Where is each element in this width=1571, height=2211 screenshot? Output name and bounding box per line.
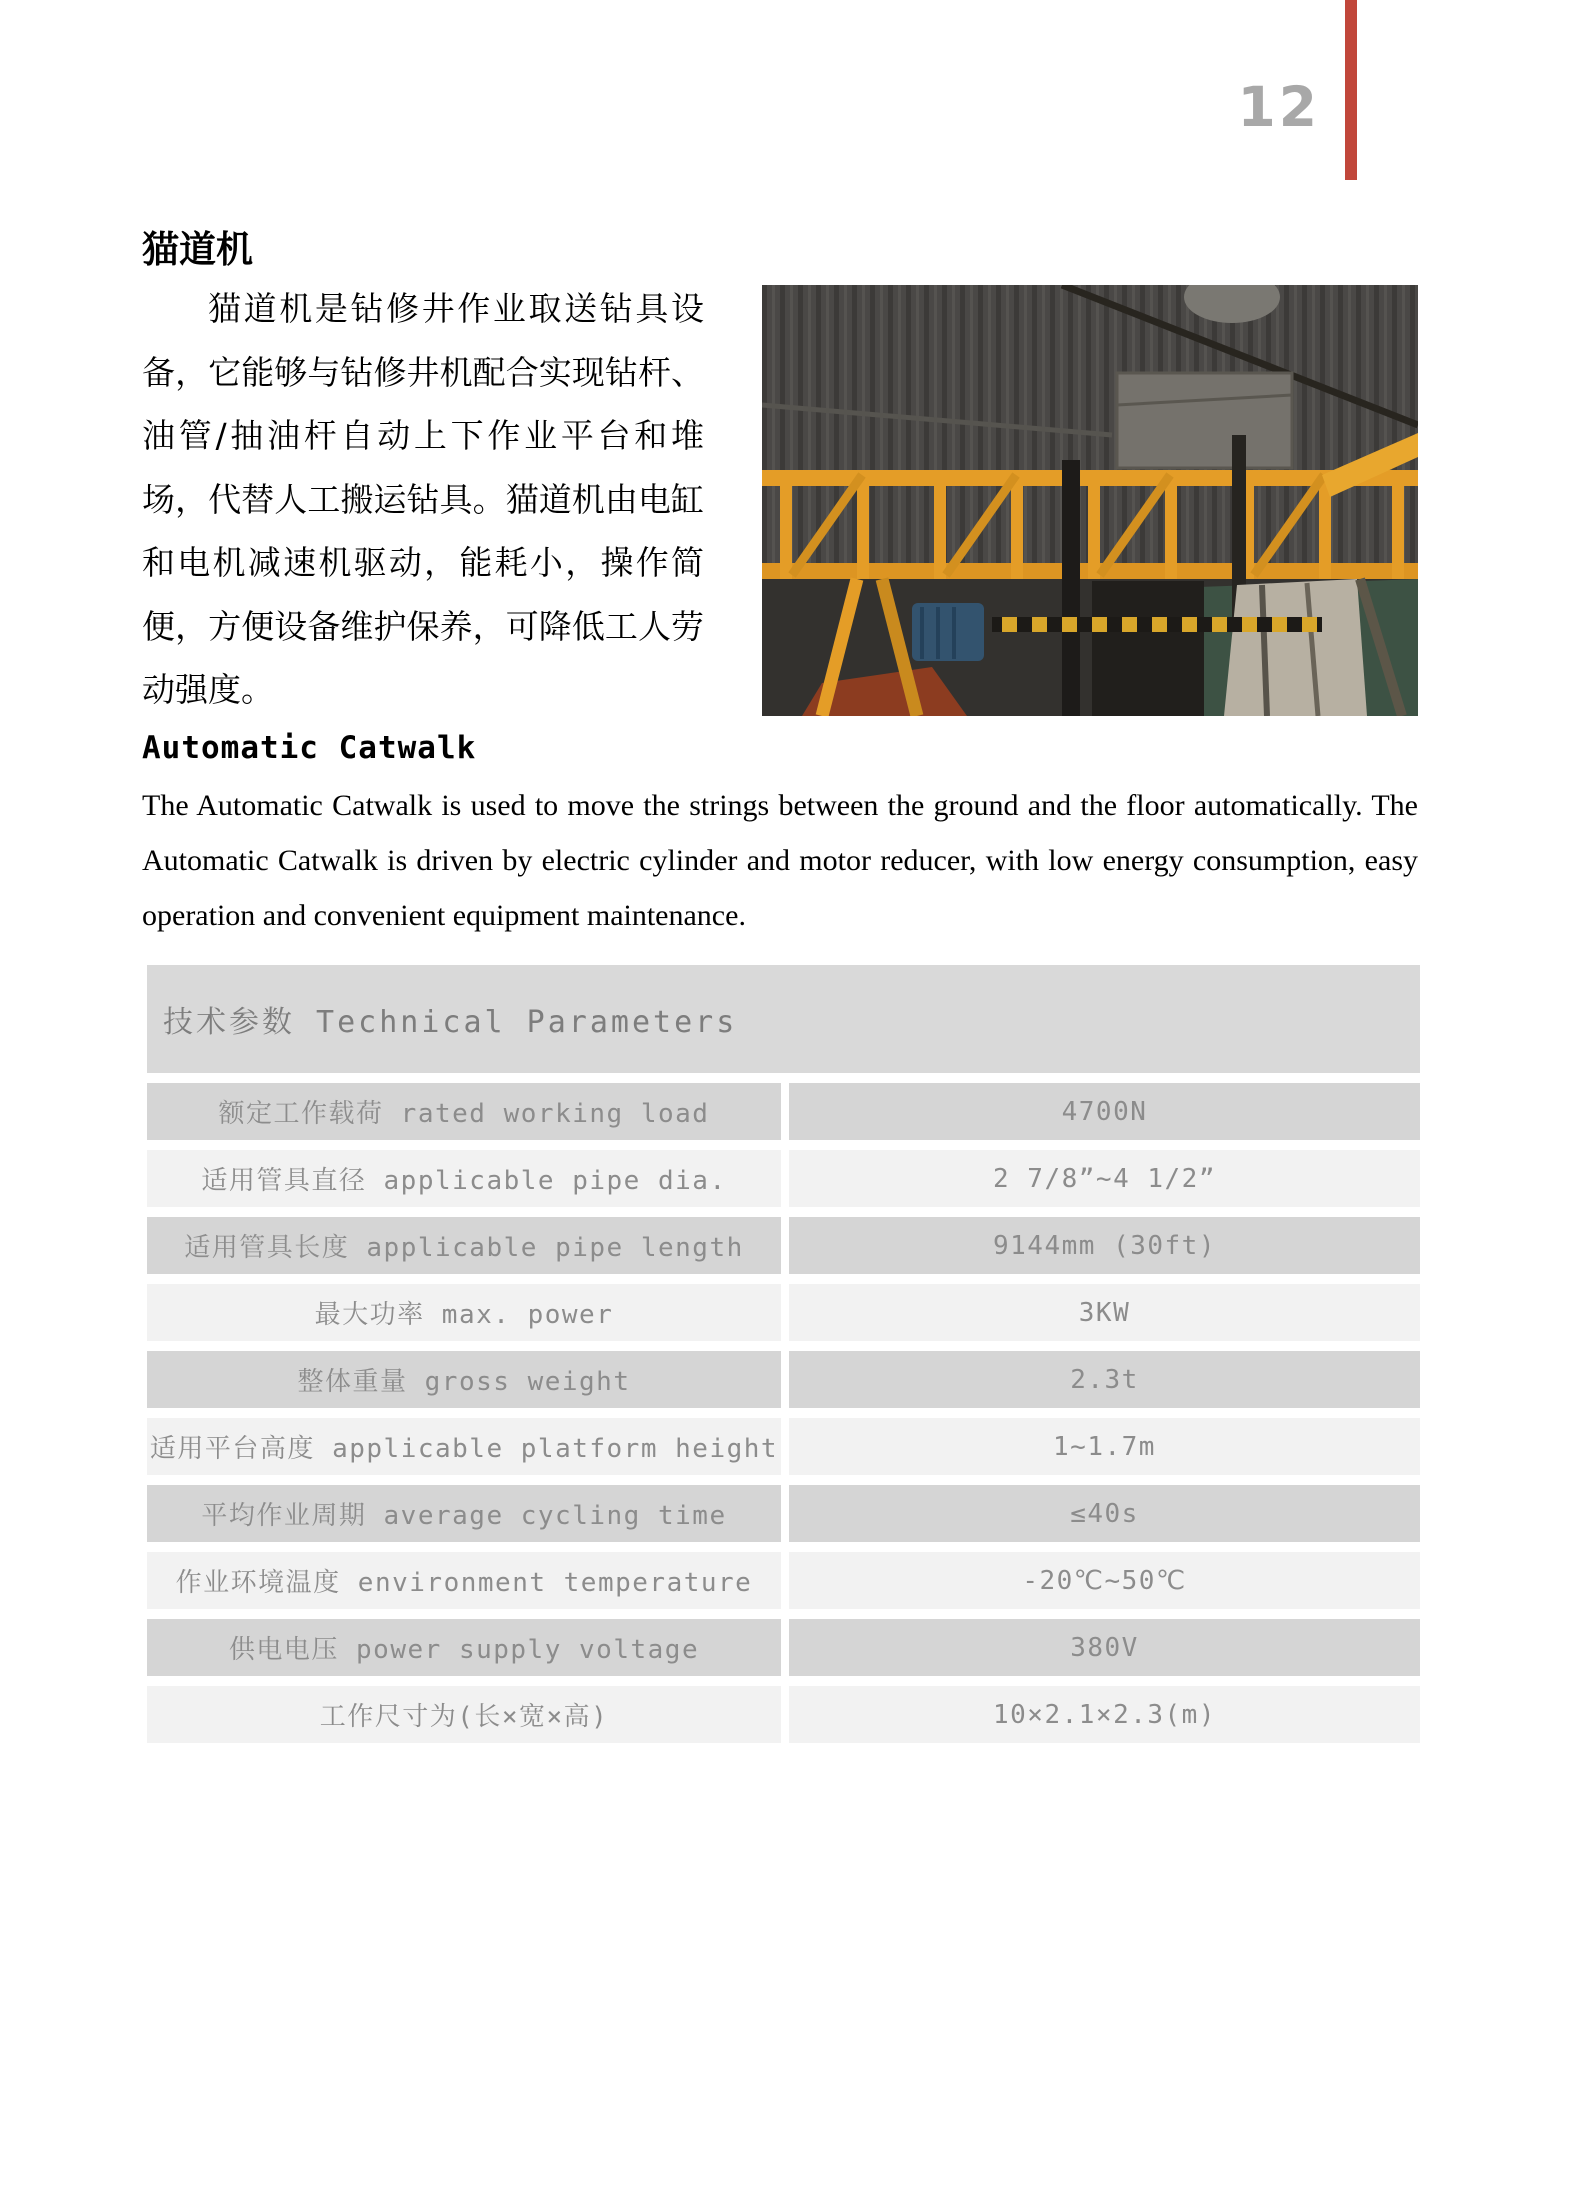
page-number: 12 [1237,75,1320,139]
english-section-heading: Automatic Catwalk [142,729,477,766]
chinese-description-paragraph: 猫道机是钻修井作业取送钻具设备，它能够与钻修井机配合实现钻杆、油管/抽油杆自动上下作业平台和堆场，代替人工搬运钻具。猫道机由电缸和电机减速机驱动，能耗小，操作简便，方便设备维护保养，可降低工人劳动强度。 [142,289,704,709]
table-row [147,1150,1420,1207]
table-row [147,1552,1420,1609]
param-value: 1~1.7m [789,1418,1420,1475]
param-label: 供电电压 power supply voltage [147,1619,781,1676]
intro-text-flow [142,277,1418,943]
param-label: 额定工作载荷 rated working load [147,1083,781,1140]
param-value: ≤40s [789,1485,1420,1542]
param-label: 作业环境温度 environment temperature [147,1552,781,1609]
table-row [147,1619,1420,1676]
param-value: 4700N [789,1083,1420,1140]
table-row [147,1351,1420,1408]
param-value: 2 7/8”~4 1/2” [789,1150,1420,1207]
table-row [147,1083,1420,1140]
param-label: 适用管具长度 applicable pipe length [147,1217,781,1274]
param-label: 适用平台高度 applicable platform height [147,1418,781,1475]
param-value: 2.3t [789,1351,1420,1408]
table-row [147,1485,1420,1542]
english-description-paragraph: The Automatic Catwalk is used to move the strings between the ground and the floor automatically. The Automatic Catwalk is driven by electric cylinder and motor reducer, with low energy consumption, easy operation and convenient equipment maintenance. [142,788,1418,932]
catwalk-machine-illustration [762,285,1418,716]
table-row [147,1418,1420,1475]
table-row [147,1686,1420,1743]
technical-parameters-header [147,965,1420,1073]
param-value: 10×2.1×2.3(m) [789,1686,1420,1743]
param-value: 3KW [789,1284,1420,1341]
param-label: 适用管具直径 applicable pipe dia. [147,1150,781,1207]
table-row [147,1284,1420,1341]
technical-parameters-table [147,1083,1420,1753]
param-label: 最大功率 max. power [147,1284,781,1341]
chinese-section-heading: 猫道机 [142,227,253,271]
table-row [147,1217,1420,1274]
param-value: 9144mm (30ft) [789,1217,1420,1274]
param-label: 整体重量 gross weight [147,1351,781,1408]
param-value: 380V [789,1619,1420,1676]
technical-parameters-title: 技术参数 Technical Parameters [163,1005,738,1040]
param-value: -20℃~50℃ [789,1552,1420,1609]
accent-red-bar [1345,0,1357,180]
param-label: 工作尺寸为(长×宽×高) [147,1686,781,1743]
equipment-photo [762,285,1418,716]
param-label: 平均作业周期 average cycling time [147,1485,781,1542]
